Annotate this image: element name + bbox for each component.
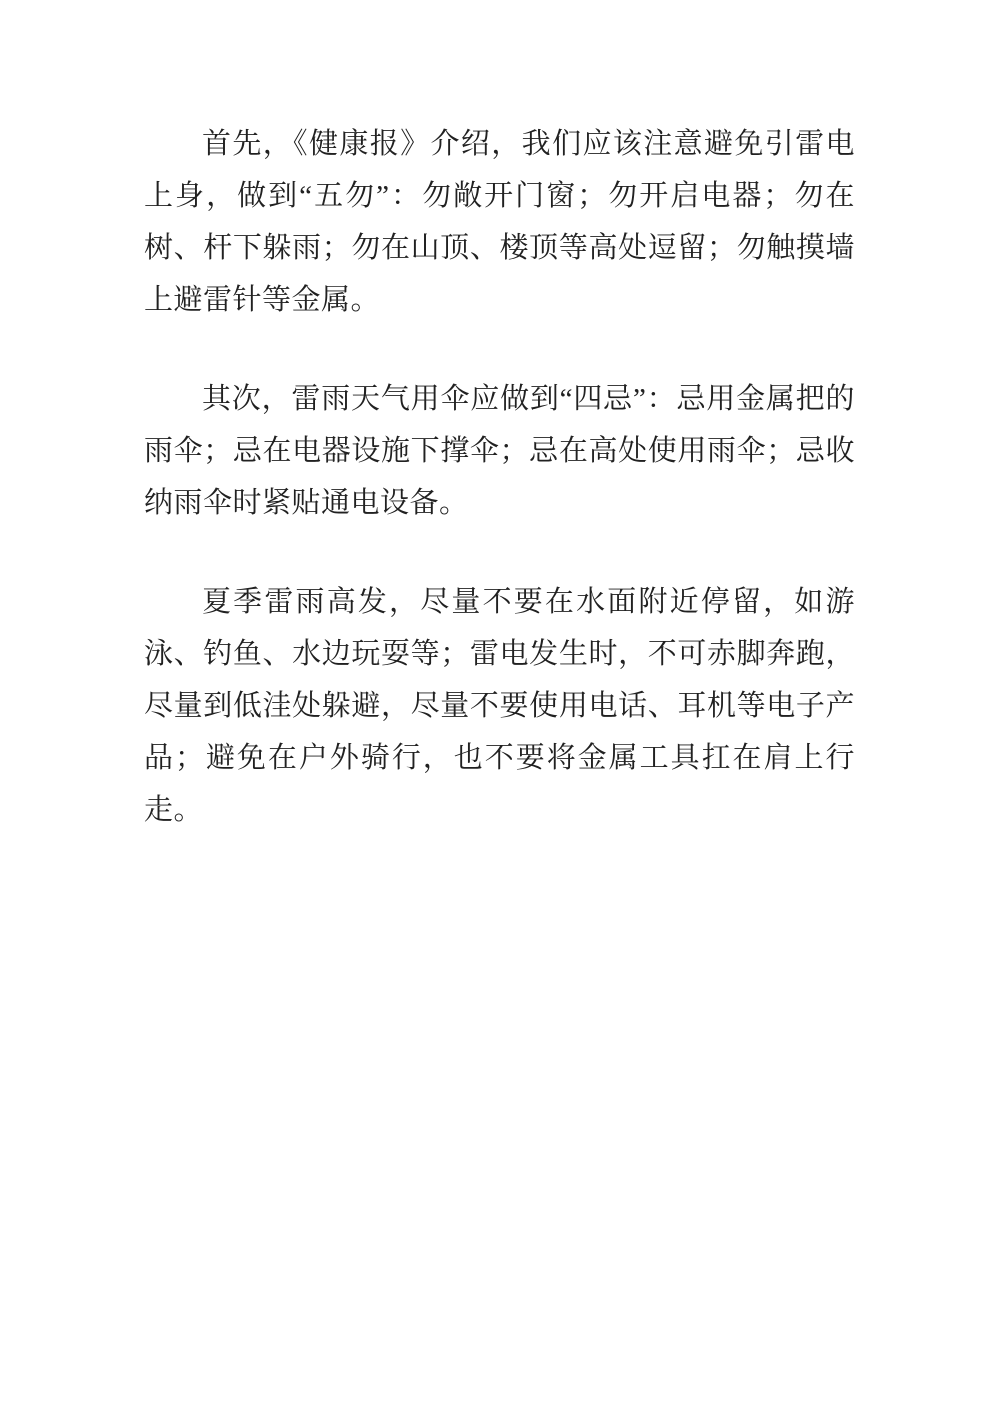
document-content	[144, 118, 855, 836]
paragraph-lightning-five-donts: 首先，《健康报》介绍，我们应该注意避免引雷电上身，做到“五勿”：勿敞开门窗；勿开启电器；勿在树、杆下躲雨；勿在山顶、楼顶等高处逗留；勿触摸墙上避雷针等金属。	[144, 128, 855, 316]
paragraph-umbrella-four-taboos: 其次，雷雨天气用伞应做到“四忌”：忌用金属把的雨伞；忌在电器设施下撑伞；忌在高处使用雨伞；忌收纳雨伞时紧贴通电设备。	[144, 383, 855, 519]
paragraph-summer-thunderstorm-advice: 夏季雷雨高发，尽量不要在水面附近停留，如游泳、钓鱼、水边玩耍等；雷电发生时，不可赤脚奔跑，尽量到低洼处躲避，尽量不要使用电话、耳机等电子产品；避免在户外骑行，也不要将金属工具扛在肩上行走。	[144, 586, 855, 826]
